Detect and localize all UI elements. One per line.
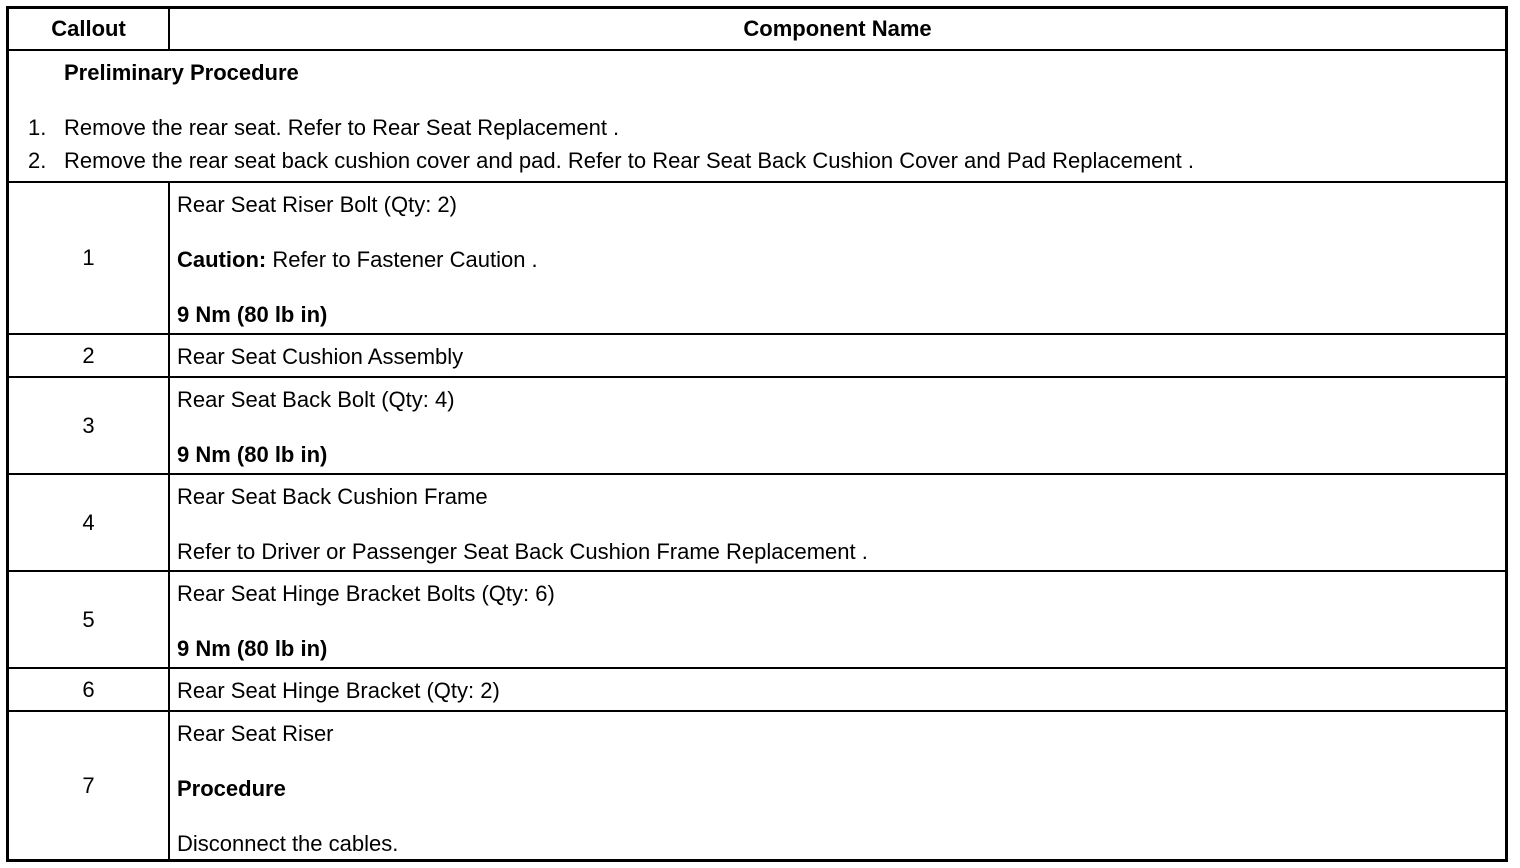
component-cell xyxy=(170,475,1505,570)
preliminary-procedure: Preliminary Procedure 1. Remove the rear seat. Refer to Rear Seat Replacement . 2. Remove the rear seat back cushion cover and pad. Refer to Rear Seat Back Cushion Cover and Pad Replacement . xyxy=(9,49,1505,181)
component-name-header: Component Name xyxy=(743,16,932,41)
component-text: Rear Seat Cushion Assembly xyxy=(177,344,464,369)
component-text: Rear Seat Back Bolt (Qty: 4) xyxy=(177,387,455,412)
component-cell xyxy=(170,335,1505,376)
component-cell xyxy=(170,572,1505,667)
reference-text: Refer to Driver or Passenger Seat Back Cushion Frame Replacement . xyxy=(177,539,868,564)
callout-header: Callout xyxy=(9,9,170,49)
table-row xyxy=(9,181,1505,333)
table-row xyxy=(9,667,1505,710)
component-table xyxy=(6,6,1508,862)
callout-cell: 4 xyxy=(9,475,170,570)
component-cell xyxy=(170,669,1505,710)
component-cell xyxy=(170,378,1505,473)
component-text: Rear Seat Riser xyxy=(177,721,334,746)
component-text: Rear Seat Hinge Bracket Bolts (Qty: 6) xyxy=(177,581,555,606)
table-row xyxy=(9,710,1505,859)
table-row xyxy=(9,473,1505,570)
component-text: Rear Seat Hinge Bracket (Qty: 2) xyxy=(177,678,500,703)
torque-spec: 9 Nm (80 lb in) xyxy=(177,636,328,661)
callout-cell: 2 xyxy=(9,335,170,376)
component-cell xyxy=(170,712,1505,859)
callout-cell: 5 xyxy=(9,572,170,667)
component-text: Rear Seat Riser Bolt (Qty: 2) xyxy=(177,192,457,217)
procedure-text: Disconnect the cables. xyxy=(177,831,399,856)
torque-spec: 9 Nm (80 lb in) xyxy=(177,442,328,467)
table-header xyxy=(9,9,1505,49)
callout-cell: 1 xyxy=(9,183,170,333)
table-row xyxy=(9,333,1505,376)
table-row xyxy=(9,376,1505,473)
caution-line: Caution: Refer to Fastener Caution . xyxy=(177,247,538,272)
callout-cell: 3 xyxy=(9,378,170,473)
component-cell xyxy=(170,183,1505,333)
preliminary-title: Preliminary Procedure xyxy=(64,60,299,85)
callout-cell: 7 xyxy=(9,712,170,859)
callout-cell: 6 xyxy=(9,669,170,710)
table-row xyxy=(9,570,1505,667)
procedure-label: Procedure xyxy=(177,776,286,801)
torque-spec: 9 Nm (80 lb in) xyxy=(177,302,328,327)
component-text: Rear Seat Back Cushion Frame xyxy=(177,484,488,509)
